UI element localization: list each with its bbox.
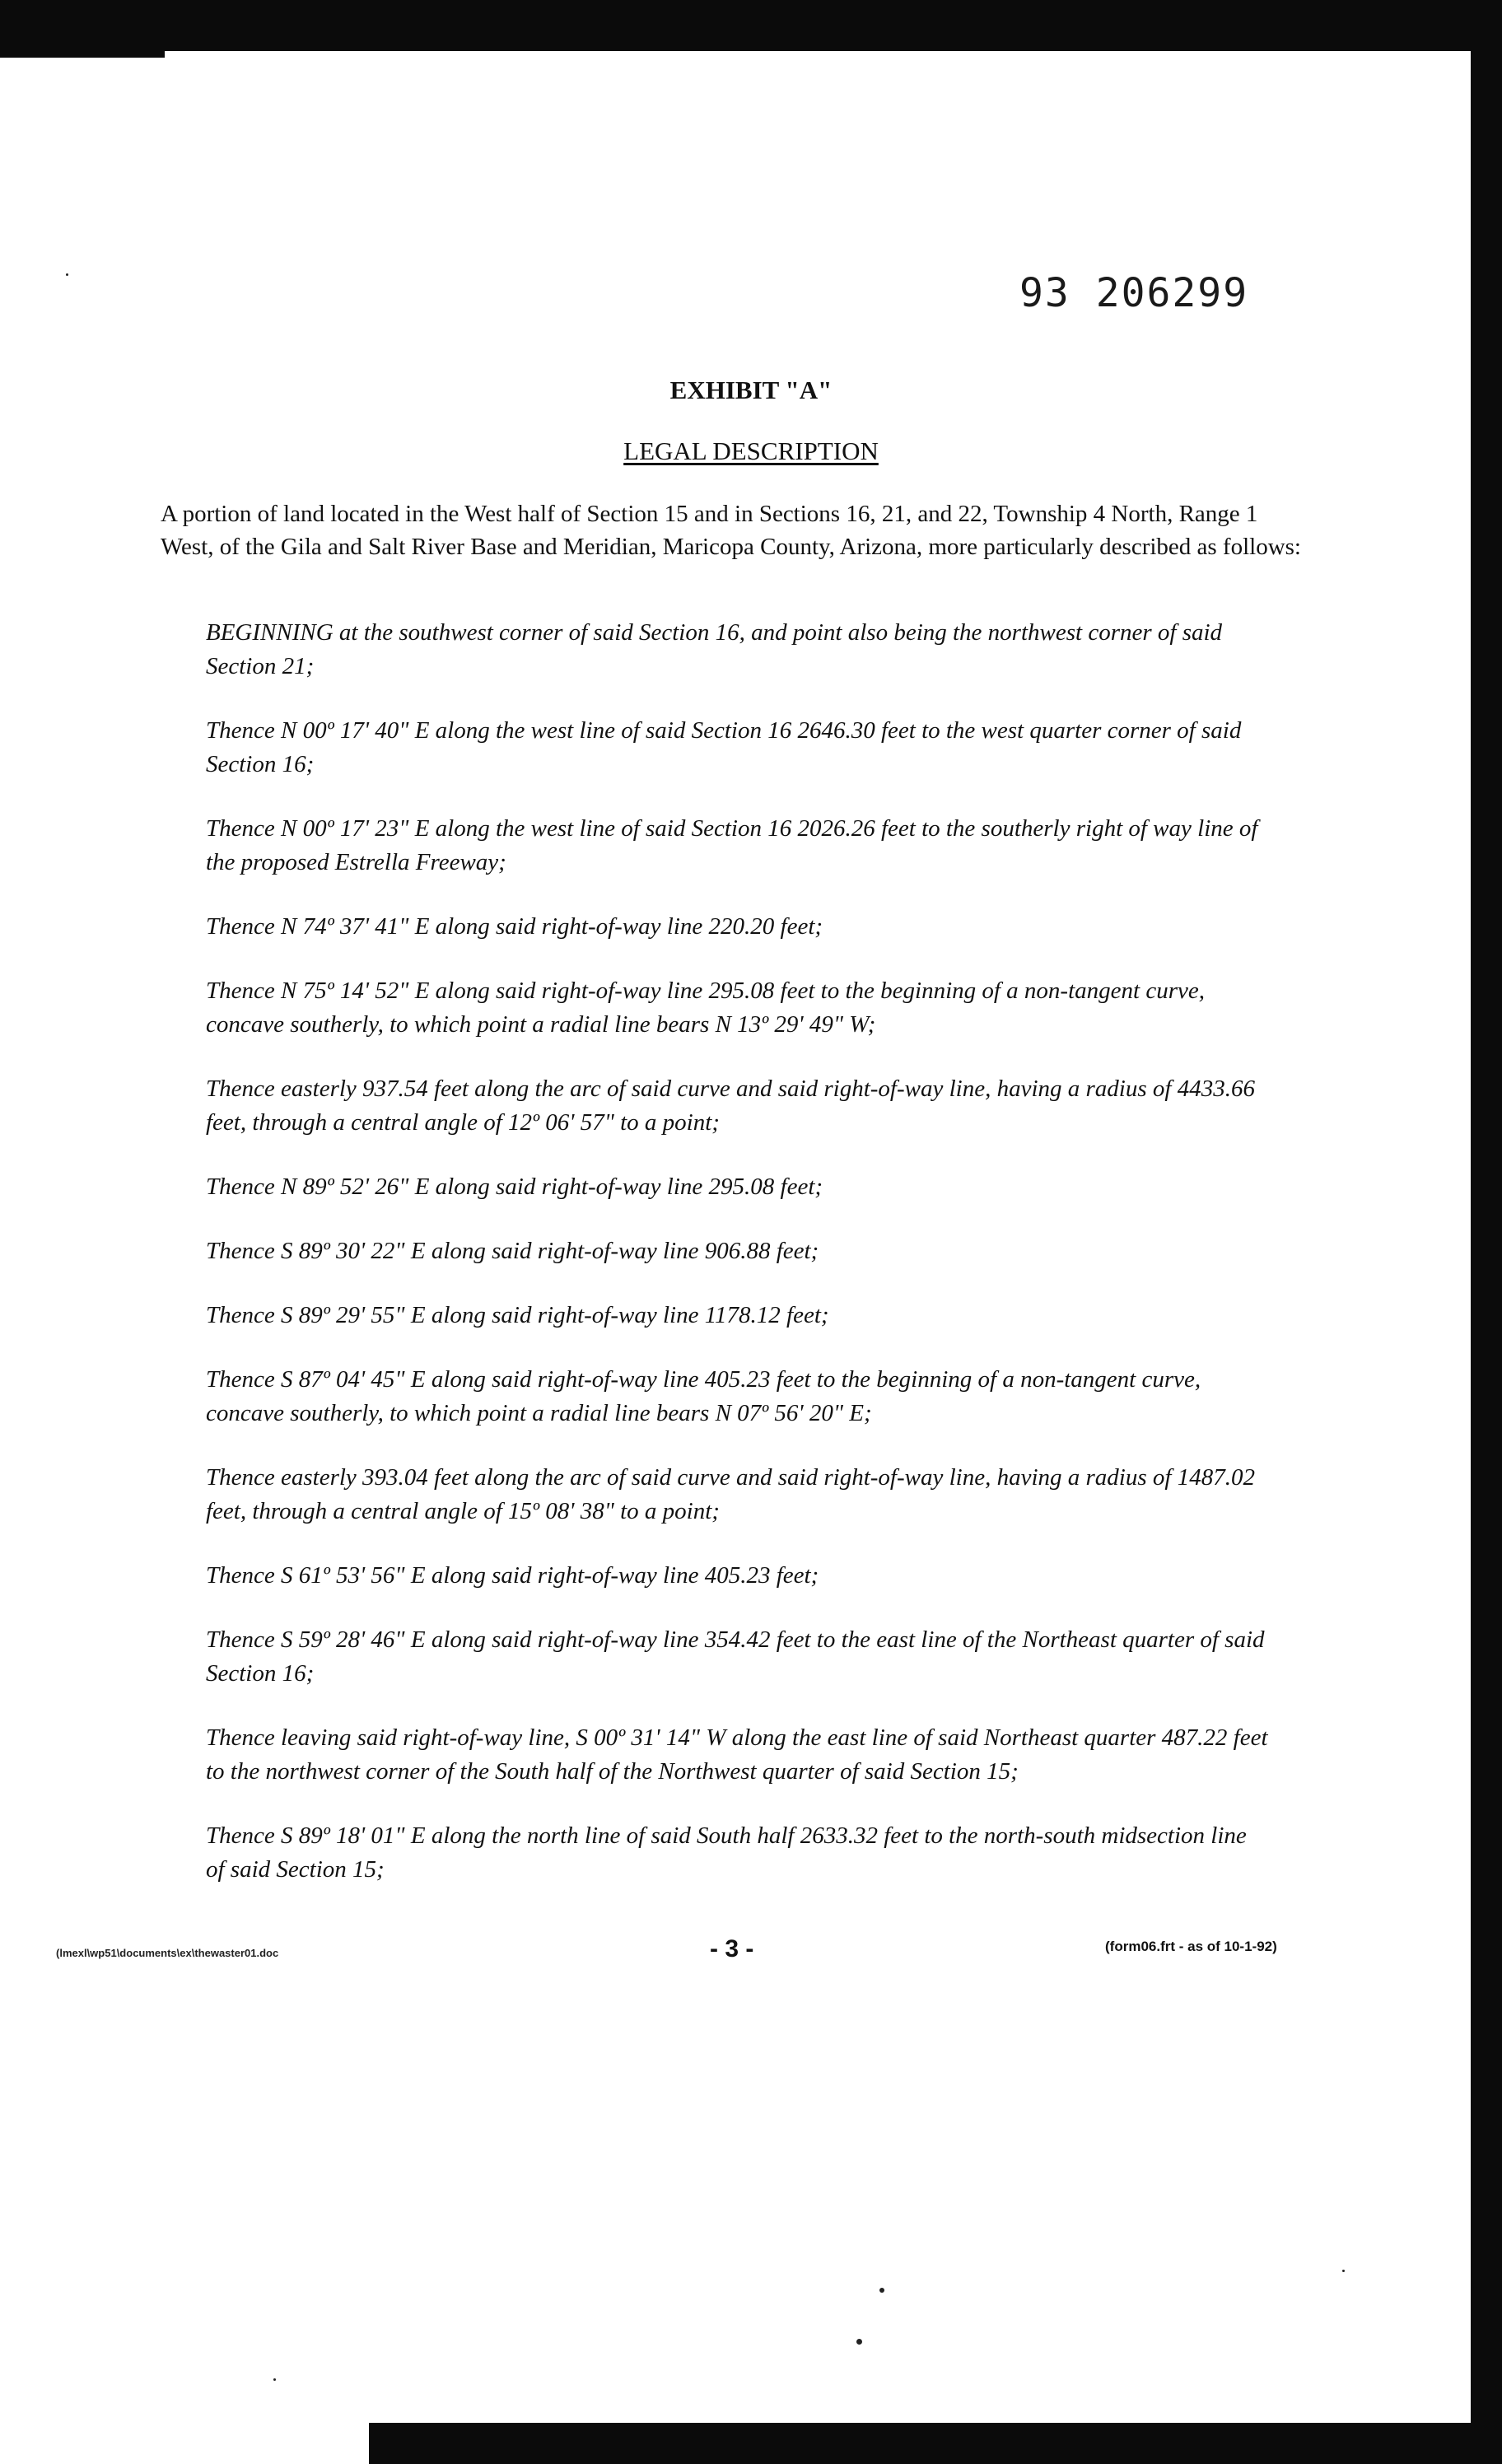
scan-border-top-notch [0, 25, 165, 58]
course-paragraph: Thence S 89º 29' 55" E along said right-of-way line 1178.12 feet; [206, 1302, 829, 1328]
scan-border-top [0, 0, 1502, 51]
course-paragraph: Thence N 00º 17' 23" E along the west line of said Section 16 2026.26 feet to the southerly right of way line of the proposed Estrella Freeway; [206, 815, 1258, 875]
exhibit-title: EXHIBIT "A" [669, 376, 833, 404]
course-paragraph: Thence easterly 937.54 feet along the arc of said curve and said right-of-way line, having a radius of 4433.66 feet, through a central angle of 12º 06' 57" to a point; [206, 1076, 1255, 1136]
course-paragraph: Thence S 87º 04' 45" E along said right-of-way line 405.23 feet to the beginning of a non-tangent curve, concave southerly, to which point a radial line bears N 07º 56' 20" E; [206, 1366, 1201, 1426]
scan-speck [66, 273, 68, 276]
scan-paper-edge [0, 2423, 369, 2464]
course-paragraph: Thence S 89º 30' 22" E along said right-of-way line 906.88 feet; [206, 1238, 819, 1264]
course-paragraph: Thence S 59º 28' 46" E along said right-of-way line 354.42 feet to the east line of the Northeast quarter of said Section 16; [206, 1626, 1265, 1687]
intro-paragraph: A portion of land located in the West half of Section 15 and in Sections 16, 21, and 22, Township 4 North, Range 1 West, of the Gila and Salt River Base and Meridian, Maricopa County, Arizona, more particularly described as follows: [161, 501, 1301, 560]
course-paragraph: Thence S 61º 53' 56" E along said right-of-way line 405.23 feet; [206, 1562, 819, 1589]
course-paragraph: Thence N 74º 37' 41" E along said right-of-way line 220.20 feet; [206, 913, 823, 940]
course-paragraph: Thence S 89º 18' 01" E along the north line of said South half 2633.32 feet to the north-south midsection line of said Section 15; [206, 1822, 1247, 1883]
footer-form-reference: (form06.frt - as of 10-1-92) [1105, 1939, 1277, 1954]
scan-speck [1342, 2270, 1345, 2272]
course-paragraph: Thence N 75º 14' 52" E along said right-of-way line 295.08 feet to the beginning of a non-tangent curve, concave southerly, to which point a radial line bears N 13º 29' 49" W; [206, 978, 1205, 1038]
course-paragraph: Thence N 00º 17' 40" E along the west line of said Section 16 2646.30 feet to the west quarter corner of said Section 16; [206, 717, 1242, 777]
course-paragraph: Thence N 89º 52' 26" E along said right-of-way line 295.08 feet; [206, 1174, 823, 1200]
course-paragraph: Thence leaving said right-of-way line, S 00º 31' 14" W along the east line of said Northeast quarter 487.22 feet to the northwest corner of the South half of the Northwest quarter of said Section 15; [206, 1724, 1268, 1785]
footer-file-path: (lmexl\wp51\documents\ex\thewaster01.doc [56, 1947, 279, 1959]
scan-speck [273, 2378, 276, 2381]
legal-description-heading: LEGAL DESCRIPTION [623, 436, 879, 465]
scan-speck [856, 2339, 862, 2345]
scan-speck [879, 2288, 884, 2293]
document-number: 93 206299 [1019, 270, 1249, 316]
course-paragraph: Thence easterly 393.04 feet along the arc of said curve and said right-of-way line, having a radius of 1487.02 feet, through a central angle of 15º 08' 38" to a point; [206, 1464, 1255, 1524]
footer-page-number: - 3 - [710, 1935, 754, 1962]
legal-description-courses [206, 616, 1268, 1917]
course-paragraph: BEGINNING at the southwest corner of said Section 16, and point also being the northwest corner of said Section 21; [206, 619, 1223, 679]
